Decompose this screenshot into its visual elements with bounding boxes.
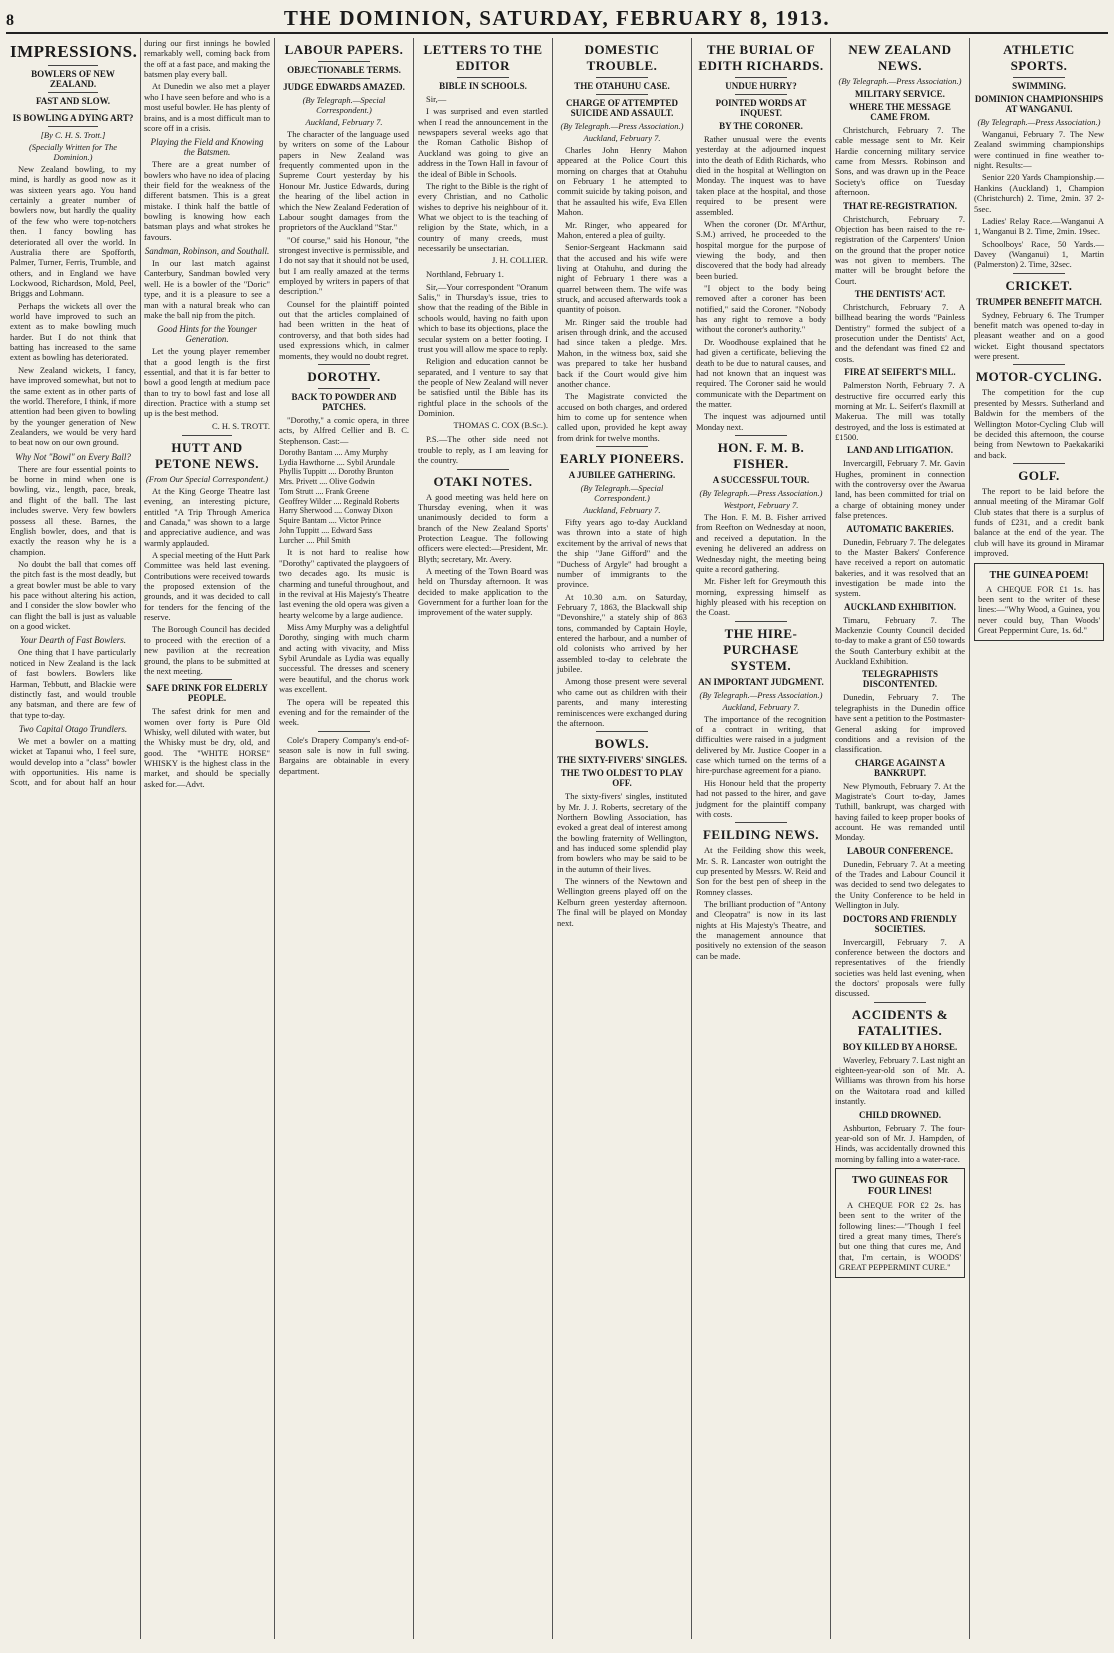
article-heading: HUTT AND PETONE NEWS. (154, 439, 259, 471)
masthead-title: THE DOMINION, SATURDAY, FEBRUARY 8, 1913. (283, 6, 831, 30)
article-heading: ACCIDENTS & FATALITIES. (851, 1006, 949, 1038)
article-heading: EARLY PIONEERS. (559, 451, 685, 467)
article-heading: BOWLS. (595, 736, 649, 752)
article-heading: IMPRESSIONS. (10, 42, 138, 61)
article-heading: NEW ZEALAND NEWS. (848, 42, 952, 73)
column-impressions: IMPRESSIONS. BOWLERS OF NEW ZEALAND. FAST AND SLOW. IS BOWLING A DYING ART? [By C. H. S. Trott.] (Specially Written for The Dominion.) New Zealand bowling, to my mind, is hardly as good now as it was sixteen years ago. You hand certainly a greater number of bowlers now, but hardly the quality of the few who were top-notchers then. I fancy bowling has deteriorated all over the world. In Australia there are Spofforth, Palmer, Turner, Ferris, Trumble, and others, and in England we have Lockwood, Richardson, Mold, Peel, Briggs and Lohmann. Perhaps the wickets all over the world have improved to such an extent as to make bowling much harder. But I do not think that batting has increased to the same extent as bowling has deteriorated. New Zealand wickets, I fancy, have improved somewhat, but not to the same extent as in other parts of the world. Therefore, I think, if more attention had been given to bowling by the younger generation of New Zealanders, we would be very hard to beat now on our own ground. Why Not "Bowl" on Every Ball? There are four essential points to be borne in mind when one is bowling, viz., length, pace, break, and flight of the ball. The last includes swerve. Very few bowlers possess all these. Barnes, the English bowler, does, and that is exactly the reason why he is a champion. No doubt the ball that comes off the pitch fast is the most deadly, but a great bowler must be able to vary his pace without altering his action, and I consider the slow bowler who can flight the ball is just as valuable on a good wicket. Your Dearth of Fast Bowlers. One thing that I have particularly noticed in New Zealand is the lack of fast bowlers. Bowlers like Harman, Tebbutt, and Blackie were distinctly fast, and would trouble any batsman, and there are few of that type to-day. Two Capital Otago Trundlers. We met a bowler on a matting wicket at Tapanui who, I feel sure, would develop into a "class" bowler with opportunities. His name is Scott, and for about half an hour during our first innings he bowled remarkably well, coming back from the off at a fast pace, and making the batsmen play every ball. At Dunedin we also met a player who I have seen before and who is a most useful bowler. He has plenty of brains, and is a most difficult man to score off in a crisis. Playing the Field and Knowing the Batsmen. There are a great number of bowlers who have no idea of placing their field for the weakness of the different batsmen. This is a great mistake. I think half the battle of bowling is knowing how each batsman plays and what strokes he favours. Sandman, Robinson, and Southall. In our last match against Canterbury, Sandman bowled very well. He is a bowler of the "Doric" type, and it is a pleasure to see a man with a natural break who can make the ball nip from the pitch. Good Hints for the Younger Generation. Let the young player remember that a good length is the first essential, and that it is far better to bowl a good length at medium pace than to try to bowl fast and lose all direction. Practice with a stump set up is the best method. C. H. S. TROTT. HUTT AND PETONE NEWS. (From Our Special Correspondent.) At the King George Theatre last evening, an interesting picture, entitled "A Trip Through America and Canada," was shown to a large and appreciative audience, and was warmly applauded. A special meeting of the Hutt Park Committee was held last evening. Contributions were received towards the proposed extension of the grounds, and it was decided to call for tenders for the fencing of the reserve. The Borough Council has decided to proceed with the erection of a new pavilion at the recreation ground, the plans to be submitted at the next meeting. SAFE DRINK FOR ELDERLY PEOPLE. The safest drink for men and women over forty is Pure Old Whisky, well diluted with water, but the Whisky must be dry, old, and good. The "WHITE HORSE" WHISKY is the highest class in the market, and should be specially asked for.—Advt. (6, 38, 275, 1639)
masthead (6, 6, 1108, 34)
column-labour: LABOUR PAPERS. OBJECTIONABLE TERMS. JUDGE EDWARDS AMAZED. (By Telegraph.—Special Correspondent.) Auckland, February 7. The character of the language used by writers on some of the Labour papers in New Zealand was frequently commented upon in the Supreme Court yesterday by his Honour Mr. Justice Edwards, during the hearing of the libel action in which the New Zealand Federation of Labour sought damages from the proprietors of the Auckland "Star." "Of course," said his Honour, "the strongest invective is permissible, and I do not say that it should not be used, but I am really amazed at the terms employed by writers in papers of that description." Counsel for the plaintiff pointed out that the articles complained of had been written in the heat of controversy, and that both sides had used expressions which, in calmer moments, they would no doubt regret. DOROTHY. BACK TO POWDER AND PATCHES. "Dorothy," a comic opera, in three acts, by Alfred Cellier and B. C. Stephenson. Cast:— Dorothy Bantam .... Amy Murphy Lydia Hawthorne .... Sybil Arundale Phyllis Tuppitt .... Dorothy Brunton Mrs. Privett .... Olive Godwin Tom Strutt .... Frank Greene Geoffrey Wilder .... Reginald Roberts Harry Sherwood .... Conway Dixon Squire Bantam .... Victor Prince John Tuppitt .... Edward Sass Lurcher .... Phil Smith It is not hard to realise how "Dorothy" captivated the playgoers of two decades ago. Its music is charming and tuneful throughout, and in the revival at His Majesty's Theatre last evening the old opera was given a hearty welcome by a large audience. Miss Amy Murphy was a delightful Dorothy, singing with much charm and acting with vivacity, and Miss Sybil Arundale as Lydia was equally successful. The dresses and scenery were beautiful, and the chorus work was excellent. The opera will be repeated this evening and for the remainder of the week. Cole's Drapery Company's end-of-season sale is now in full swing. Bargains are obtainable in every department. (275, 38, 414, 1639)
advert: Cole's Drapery Company's end-of-season sale is now in full swing. Bargains are obtainable in every department. (279, 734, 409, 776)
signature: C. H. S. TROTT. (211, 420, 270, 431)
column-burial: THE BURIAL OF EDITH RICHARDS. UNDUE HURRY? POINTED WORDS AT INQUEST. BY THE CORONER. Rather unusual were the events yesterday at the adjourned inquest into the death of Edith Richards, who died in the hospital at Wellington on Monday. The inquest was to have taken place at the hospital, and those required to be present were assembled. When the coroner (Dr. M'Arthur, S.M.) arrived, he proceeded to the hospital morgue for the purpose of viewing the body, and then discovered that the body had already been buried. "I object to the body being removed after a coroner has been notified," said the Coroner. "Nobody has any right to remove a body without the coroner's authority." Dr. Woodhouse explained that he had given a certificate, believing the death to be due to natural causes, and had not known that an inquest was required. The Coroner said he would communicate with the Department on the matter. The inquest was adjourned until Monday next. HON. F. M. B. FISHER. A SUCCESSFUL TOUR. (By Telegraph.—Press Association.) Westport, February 7. The Hon. F. M. B. Fisher arrived from Reefton on Wednesday at noon, and received a deputation. In the evening he delivered an address on Wednesday night, the meeting being quite a record gathering. Mr. Fisher left for Greymouth this morning, expressing himself as highly pleased with his reception on the Coast. THE HIRE-PURCHASE SYSTEM. AN IMPORTANT JUDGMENT. (By Telegraph.—Press Association.) Auckland, February 7. The importance of the recognition of a contract in writing, that difficulties were raised in a judgment delivered by Mr. Justice Cooper in a case which turned on the terms of a hire-purchase agreement for a piano. His Honour held that the property had not passed to the hirer, and gave judgment for the plaintiff company with costs. FEILDING NEWS. At the Feilding show this week, Mr. S. R. Lancaster won outright the cup presented by Messrs. W. Reid and Son for the best pen of sheep in the Romney classes. The brilliant production of "Antony and Cleopatra" is now in its last nights at His Majesty's Theatre, and the management announce that positively no extension of the season can be made. (692, 38, 831, 1639)
newspaper-page (6, 6, 1108, 1641)
article-heading: HON. F. M. B. FISHER. (717, 440, 805, 472)
article-heading: ATHLETIC SPORTS. (1003, 42, 1075, 73)
column-domestic: DOMESTIC TROUBLE. THE OTAHUHU CASE. CHARGE OF ATTEMPTED SUICIDE AND ASSAULT. (By Telegraph.—Press Association.) Auckland, February 7. Charles John Henry Mahon appeared at the Police Court this morning on charges that at Otahuhu on February 1 he attempted to commit suicide by taking poison, and that he assaulted his wife, Eva Ellen Mahon. Mr. Ringer, who appeared for Mahon, entered a plea of guilty. Senior-Sergeant Hackmann said that the accused and his wife were living at Otahuhu, and during the night of February 1 there was a quarrel between them. The wife was struck, and accused afterwards took a quantity of poison. Mr. Ringer said the trouble had arisen through drink, and the accused had since taken a pledge. Mrs. Mahon, in the witness box, said she was prepared to take her husband back if the Court would give him another chance. The Magistrate convicted the accused on both charges, and ordered him to come up for sentence when called upon, provided he kept away from drink for twelve months. EARLY PIONEERS. A JUBILEE GATHERING. (By Telegraph.—Special Correspondent.) Auckland, February 7. Fifty years ago to-day Auckland was thrown into a state of high excitement by the arrival of news that the ship "Jane Gifford" and the "Duchess of Argyle" had brought a number of immigrants to the province. At 10.30 a.m. on Saturday, February 7, 1863, the Blackwall ship "Devonshire," a stately ship of 863 tons, commanded by Captain Hoyle, entered the harbour, and a number of old colonists who arrived by her assembled to-day to celebrate the jubilee. Among those present were several who came out as children with their parents, and many interesting reminiscences were exchanged during the afternoon. BOWLS. THE SIXTY-FIVERS' SINGLES. THE TWO OLDEST TO PLAY OFF. The sixty-fivers' singles, instituted by Mr. J. J. Roberts, secretary of the Northern Bowling Association, has evoked a great deal of interest among the bowling fraternity of Wellington, and has induced some splendid play from bowlers who may be said to be in the autumn of their lives. The winners of the Newtown and Wellington greens played off on the Kelburn green yesterday afternoon. The final will be played on Monday next. (553, 38, 692, 1639)
byline: [By C. H. S. Trott.] (40, 130, 106, 140)
article-heading: OTAKI NOTES. (433, 473, 533, 489)
column-athletic: ATHLETIC SPORTS. SWIMMING. DOMINION CHAMPIONSHIPS AT WANGANUI. (By Telegraph.—Press Association.) Wanganui, February 7. The New Zealand swimming championships were continued in fine weather to-night. Results:— Senior 220 Yards Championship.—Hankins (Auckland) 1, Champion (Christchurch) 2. Time, 2min. 37 2-5sec. Ladies' Relay Race.—Wanganui A 1, Wanganui B 2. Time, 2min. 19sec. Schoolboys' Race, 50 Yards.—Davey (Wanganui) 1, Martin (Palmerston) 2. Time, 32sec. CRICKET. TRUMPER BENEFIT MATCH. Sydney, February 6. The Trumper benefit match was opened to-day in pleasant weather and on a good wicket. Eight thousand spectators were present. MOTOR-CYCLING. The competition for the cup presented by Messrs. Sutherland and Baldwin for the members of the Wellington Motor-Cycling Club will be decided this afternoon, the course being from Newtown to Paekakariki and back. GOLF. The report to be laid before the annual meeting of the Miramar Golf Club states that there is a surplus of funds of £231, and a credit bank balance at the end of the year. The club will have its ground in Miramar improved. THE GUINEA POEM! A CHEQUE FOR £1 1s. has been sent to the writer of these lines:—"Why Wood, a Guinea, you never could buy, Than Woods' Great Peppermint Cure, 1s. 6d." (970, 38, 1108, 1639)
page-number: 8 (6, 12, 14, 29)
article-heading: DOROTHY. (307, 368, 381, 384)
advert-heading: SAFE DRINK FOR ELDERLY PEOPLE. (146, 683, 268, 704)
advert-box: TWO GUINEAS FOR FOUR LINES! A CHEQUE FOR £2 2s. has been sent to the writer of the following lines:—"Though I feel tired a great many times, There's but one thing that cures me, And that, I'm certain, is WOODS' GREAT PEPPERMINT CURE." (835, 1168, 965, 1279)
article-heading: LABOUR PAPERS. (284, 42, 404, 57)
section-heading: Why Not "Bowl" on Every Ball? (15, 451, 131, 462)
article-heading: THE HIRE-PURCHASE SYSTEM. (723, 625, 799, 673)
article-heading: DOMESTIC TROUBLE. (584, 42, 660, 73)
article-heading: FEILDING NEWS. (702, 827, 820, 843)
article-heading: LETTERS TO THE EDITOR (423, 42, 543, 73)
column-letters: LETTERS TO THE EDITOR BIBLE IN SCHOOLS. Sir,— I was surprised and even startled when I read the announcement in the newspapers several weeks ago that the Roman Catholic Bishop of Auckland was going to give an address in the Town Hall in favour of the ideal of Bible in Schools. The right to the Bible is the right of every Christian, and no Catholic wishes to deprive his neighbour of it. What we object to is the teaching of religion by the State, which, in a country of many creeds, must necessarily be unsectarian. J. H. COLLIER. Northland, February 1. Sir,—Your correspondent "Oranum Salis," in Thursday's issue, tries to show that the reading of the Bible in schools would, having no faith upon which to base its objections, place the secular system on a better footing. I trust you will allow me space to reply. Religion and education cannot be separated, and I venture to say that the people of New Zealand will never be satisfied until the Bible has its rightful place in the schools of the Dominion. THOMAS C. COX (B.Sc.). P.S.—The other side need not trouble to reply, as I am leaving for the country. OTAKI NOTES. A good meeting was held here on Thursday evening, when it was unanimously decided to form a branch of the New Zealand Sports' Protection League. The following officers were elected:—President, Mr. Blyth; secretary, Mr. Avery. A meeting of the Town Board was held on Thursday afternoon. It was decided to make application to the Government for a further loan for the improvement of the water supply. (414, 38, 553, 1639)
article-subhead: BOWLERS OF NEW ZEALAND. (31, 69, 115, 89)
article-heading: THE BURIAL OF EDITH RICHARDS. (698, 42, 824, 73)
columns (6, 38, 1108, 1639)
cast-list: Dorothy Bantam .... Amy Murphy Lydia Hawthorne .... Sybil Arundale Phyllis Tuppitt .... Dorothy Brunton Mrs. Privett .... Olive Godwin Tom Strutt .... Frank Greene Geoffrey Wilder .... Reginald Roberts Harry Sherwood .... Conway Dixon Squire Bantam .... Victor Prince John Tuppitt .... Edward Sass Lurcher .... Phil Smith (279, 447, 400, 545)
advert-box: THE GUINEA POEM! A CHEQUE FOR £1 1s. has been sent to the writer of these lines:—"Why Wood, a Guinea, you never could buy, Than Woods' Great Peppermint Cure, 1s. 6d." (974, 563, 1104, 642)
column-nz-news: NEW ZEALAND NEWS. (By Telegraph.—Press Association.) MILITARY SERVICE. WHERE THE MESSAGE CAME FROM. Christchurch, February 7. The cable message sent to Mr. Keir Hardie concerning military service came from Messrs. Robinson and Sons, and was drawn up in the Peace Society's office on Tuesday afternoon. THAT RE-REGISTRATION. Christchurch, February 7. Objection has been raised to the re-registration of the Carpenters' Union on the ground that the proper notice was not given to members. The matter will be brought before the Court. THE DENTISTS' ACT. Christchurch, February 7. A billhead bearing the words "Painless Dentistry" formed the subject of a prosecution under the Dentists' Act, and the defendant was fined £2 and costs. FIRE AT SEIFERT'S MILL. Palmerston North, February 7. A destructive fire occurred early this morning at Mr. L. Seifert's flaxmill at Makerua. The mill was totally destroyed, and the loss is estimated at £1500. LAND AND LITIGATION. Invercargill, February 7. Mr. Gavin Hughes, prominent in connection with the controversy over the Awarua land, has been committed for trial on a charge of obtaining money under false pretences. AUTOMATIC BAKERIES. Dunedin, February 7. The delegates to the Master Bakers' Conference have received a report on automatic bakeries, and it was resolved that an investigation be made into the system. AUCKLAND EXHIBITION. Timaru, February 7. The Mackenzie County Council decided to-day to make a grant of £50 towards the South Canterbury exhibit at the Auckland Exhibition. TELEGRAPHISTS DISCONTENTED. Dunedin, February 7. The telegraphists in the Dunedin office have sent a petition to the Postmaster-General asking for improved conditions and a revision of the classification. CHARGE AGAINST A BANKRUPT. New Plymouth, February 7. At the Magistrate's Court to-day, James Tuthill, bankrupt, was charged with having failed to keep proper books of account. He was remanded until Monday. LABOUR CONFERENCE. Dunedin, February 7. At a meeting of the Trades and Labour Council it was decided to send two delegates to the Unity Conference to be held in Wellington in July. DOCTORS AND FRIENDLY SOCIETIES. Invercargill, February 7. A conference between the doctors and representatives of the friendly societies was held last evening, when the doctors' proposals were fully discussed. ACCIDENTS & FATALITIES. BOY KILLED BY A HORSE. Waverley, February 7. Last night an eighteen-year-old son of Mr. A. Williams was thrown from his horse on the Waitotara road and killed instantly. CHILD DROWNED. Ashburton, February 7. The four-year-old son of Mr. J. Hampden, of Hinds, was accidentally drowned this morning by falling into a water-race. TWO GUINEAS FOR FOUR LINES! A CHEQUE FOR £2 2s. has been sent to the writer of the following lines:—"Though I feel tired a great many times, There's but one thing that cures me, And that, I'm certain, is WOODS' GREAT PEPPERMINT CURE." (831, 38, 970, 1639)
